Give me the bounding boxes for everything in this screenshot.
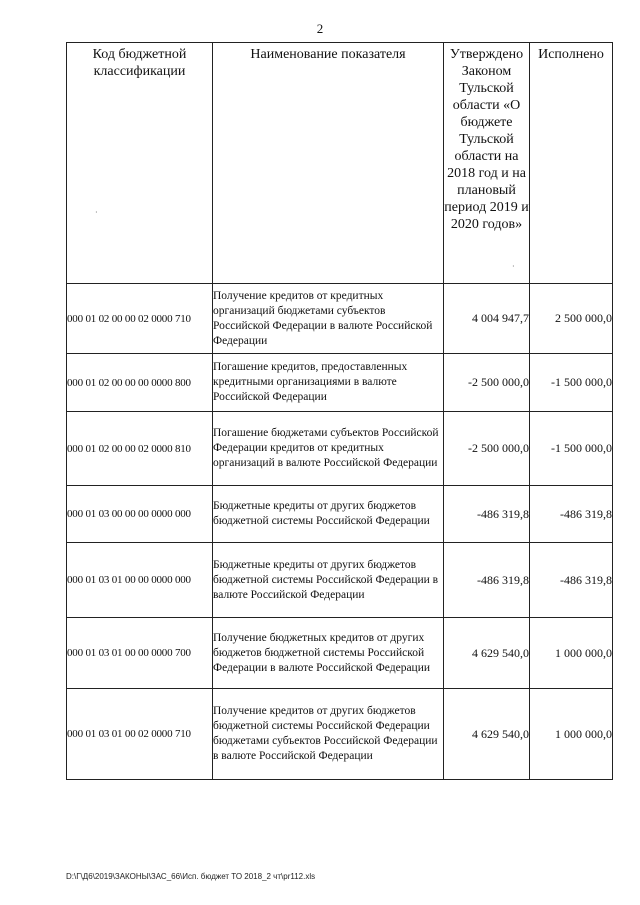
table-row	[67, 412, 613, 486]
row-executed: 1 000 000,0	[530, 618, 613, 689]
row-name: Бюджетные кредиты от других бюджетов бюджетной системы Российской Федерации	[213, 486, 444, 543]
row-name: Получение бюджетных кредитов от других бюджетов бюджетной системы Российской Федерации в валюте Российской Федерации	[213, 618, 444, 689]
footer-file-path: D:\Г\Д6\2019\ЗАКОНЫ\ЗАС_66\Исп. бюджет ТО 2018_2 чт\pr112.xls	[66, 872, 316, 881]
row-executed: 1 000 000,0	[530, 689, 613, 780]
row-approved: 4 004 947,7	[444, 284, 530, 354]
row-name: Получение кредитов от других бюджетов бюджетной системы Российской Федерации бюджетами субъектов Российской Федерации в валюте Российской Федерации	[213, 689, 444, 780]
scan-mark: ·	[95, 208, 98, 217]
row-code: 000 01 03 00 00 00 0000 000	[67, 486, 213, 543]
table-row	[67, 354, 613, 412]
row-name: Погашение бюджетами субъектов Российской Федерации кредитов от кредитных организаций в валюте Российской Федерации	[213, 412, 444, 486]
scan-mark: ·	[512, 262, 515, 271]
header-code: Код бюджетной классификации	[67, 43, 213, 284]
row-executed: -486 319,8	[530, 543, 613, 618]
row-executed: 2 500 000,0	[530, 284, 613, 354]
row-executed: -1 500 000,0	[530, 354, 613, 412]
row-code: 000 01 03 01 00 00 0000 000	[67, 543, 213, 618]
table-row	[67, 689, 613, 780]
row-approved: 4 629 540,0	[444, 618, 530, 689]
row-code: 000 01 02 00 00 02 0000 710	[67, 284, 213, 354]
table-header-row	[67, 43, 613, 284]
row-approved: -486 319,8	[444, 486, 530, 543]
header-executed: Исполнено	[530, 43, 613, 284]
table-row	[67, 543, 613, 618]
table-row	[67, 284, 613, 354]
header-approved: Утверждено Законом Тульской области «О бюджете Тульской области на 2018 год и на плановый период 2019 и 2020 годов»	[444, 43, 530, 284]
row-approved: -2 500 000,0	[444, 412, 530, 486]
row-name: Получение кредитов от кредитных организаций бюджетами субъектов Российской Федерации в валюте Российской Федерации	[213, 284, 444, 354]
table-row	[67, 486, 613, 543]
header-name: Наименование показателя	[213, 43, 444, 284]
page-number: 2	[316, 21, 324, 36]
row-executed: -1 500 000,0	[530, 412, 613, 486]
table-row	[67, 618, 613, 689]
row-name: Погашение кредитов, предоставленных кредитными организациями в валюте Российской Федерации	[213, 354, 444, 412]
row-code: 000 01 03 01 00 00 0000 700	[67, 618, 213, 689]
row-code: 000 01 02 00 00 00 0000 800	[67, 354, 213, 412]
row-name: Бюджетные кредиты от других бюджетов бюджетной системы Российской Федерации в валюте Российской Федерации	[213, 543, 444, 618]
row-approved: -2 500 000,0	[444, 354, 530, 412]
row-approved: 4 629 540,0	[444, 689, 530, 780]
budget-table	[66, 42, 613, 780]
row-code: 000 01 02 00 00 02 0000 810	[67, 412, 213, 486]
row-code: 000 01 03 01 00 02 0000 710	[67, 689, 213, 780]
row-executed: -486 319,8	[530, 486, 613, 543]
row-approved: -486 319,8	[444, 543, 530, 618]
